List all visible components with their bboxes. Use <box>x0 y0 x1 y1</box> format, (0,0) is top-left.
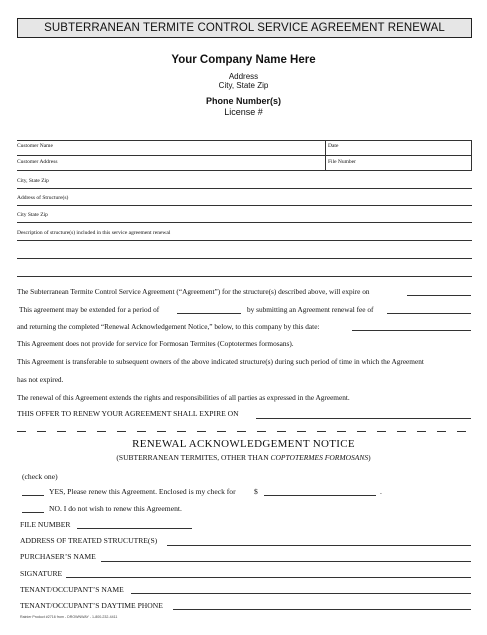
purchaser-label: PURCHASER’S NAME <box>20 552 96 561</box>
form-title: SUBTERRANEAN TERMITE CONTROL SERVICE AGREEMENT RENEWAL <box>17 18 472 38</box>
offer-text: THIS OFFER TO RENEW YOUR AGREEMENT SHALL EXPIRE ON <box>17 409 239 418</box>
customer-name-field[interactable] <box>17 155 472 156</box>
box-top-border <box>17 140 472 141</box>
check-amount-field[interactable] <box>264 495 376 496</box>
no-option-text: NO. I do not wish to renew this Agreement. <box>49 504 182 513</box>
signature-field[interactable] <box>66 577 471 578</box>
notice-subtitle: (SUBTERRANEAN TERMITES, OTHER THAN COPTOTERMES FORMOSANS) <box>116 453 371 462</box>
company-city-state-zip: City, State Zip <box>218 81 269 90</box>
dollar-sign: $ <box>254 487 258 496</box>
description-line-2[interactable] <box>17 258 472 259</box>
city-state-zip-label: City, State Zip <box>17 178 49 184</box>
file-number-field[interactable] <box>77 528 192 529</box>
footer-fine-print: Rainier Product #2716 from - DROWNWAY - 1-800-232-4411 <box>20 615 118 619</box>
return-date-field[interactable] <box>352 330 471 331</box>
rights-text: The renewal of this Agreement extends the rights and responsibilities of all parties as expressed in the Agreement. <box>17 393 350 402</box>
file-number-label: File Number <box>328 159 356 165</box>
description-line-3[interactable] <box>17 276 472 277</box>
city-state-zip-2-label: City State Zip <box>17 212 48 218</box>
purchaser-field[interactable] <box>101 561 471 562</box>
formosan-text: This Agreement does not provide for service for Formosan Termites (Coptotermes formosans). <box>17 339 294 348</box>
extension-period-field[interactable] <box>177 313 241 314</box>
file-number-label-2: FILE NUMBER <box>20 520 71 529</box>
city-state-zip-field[interactable] <box>17 188 472 189</box>
company-license: License # <box>224 107 263 117</box>
company-phone: Phone Number(s) <box>205 96 281 106</box>
check-one-label: (check one) <box>22 472 58 481</box>
yes-period: . <box>380 487 382 496</box>
company-name: Your Company Name Here <box>171 54 316 66</box>
no-checkbox-line[interactable] <box>22 512 44 513</box>
tenant-phone-field[interactable] <box>173 609 471 610</box>
description-line-1[interactable] <box>17 240 472 241</box>
yes-option-text: YES, Please renew this Agreement. Enclosed is my check for <box>49 487 236 496</box>
transfer-text-a: This Agreement is transferable to subsequent owners of the above indicated structure(s) during such period of time in which the Agreement <box>17 357 424 366</box>
tenant-name-label: TENANT/OCCUPANT’S NAME <box>20 585 124 594</box>
customer-address-label: Customer Address <box>17 159 58 165</box>
tenant-name-field[interactable] <box>131 593 471 594</box>
expiry-text: The Subterranean Termite Control Service Agreement (“Agreement”) for the structure(s) described above, will expire on <box>17 287 370 296</box>
date-label: Date <box>328 143 339 149</box>
extension-text-b: by submitting an Agreement renewal fee of <box>247 305 374 314</box>
yes-checkbox-line[interactable] <box>22 495 44 496</box>
company-address: Address <box>228 72 259 81</box>
city-state-zip-2-field[interactable] <box>17 222 472 223</box>
customer-address-field[interactable] <box>17 170 472 171</box>
notice-title: RENEWAL ACKNOWLEDGEMENT NOTICE <box>132 438 355 450</box>
renewal-fee-field[interactable] <box>387 313 471 314</box>
expiry-date-field[interactable] <box>407 295 471 296</box>
customer-name-label: Customer Name <box>17 143 53 149</box>
description-label: Description of structure(s) included in this service agreement renewal <box>17 230 171 236</box>
extension-text-a: This agreement may be extended for a period of <box>19 305 160 314</box>
return-text: and returning the completed “Renewal Acknowledgement Notice,” below, to this company by this date: <box>17 322 320 331</box>
treated-structure-field[interactable] <box>167 545 471 546</box>
transfer-text-b: has not expired. <box>17 375 64 384</box>
treated-structure-label: ADDRESS OF TREATED STRUCUTRE(S) <box>20 536 158 545</box>
offer-expiry-field[interactable] <box>256 418 471 419</box>
structure-address-label: Address of Structure(s) <box>17 195 69 201</box>
tenant-phone-label: TENANT/OCCUPANT’S DAYTIME PHONE <box>20 601 163 610</box>
structure-address-field[interactable] <box>17 205 472 206</box>
signature-label: SIGNATURE <box>20 569 63 578</box>
